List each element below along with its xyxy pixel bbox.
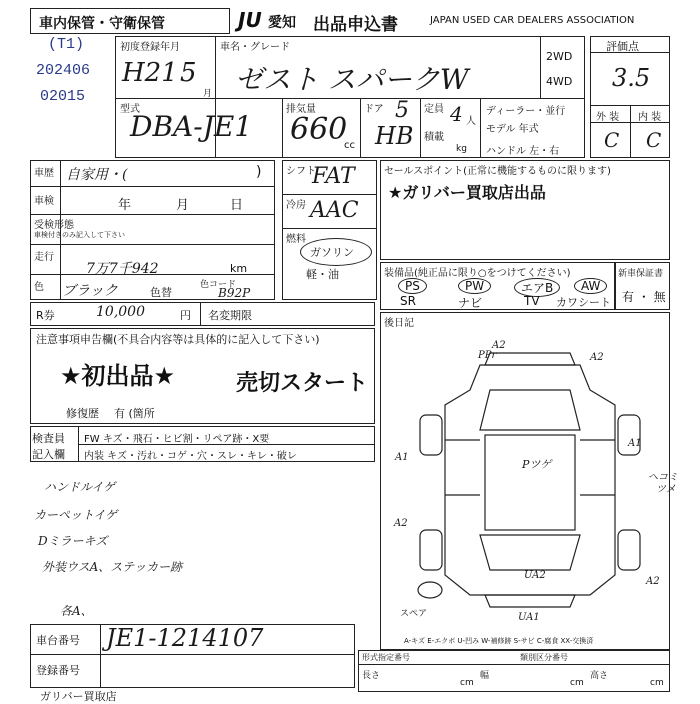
dmg-ppr: PPr (478, 350, 497, 361)
selling-points-value: ★ガリバー買取店出品 (388, 183, 546, 202)
fuel-diesel: 軽・油 (306, 268, 339, 281)
width-label: 幅 (480, 671, 490, 681)
org-name: 愛知 (268, 15, 296, 31)
height-label: 高さ (590, 671, 609, 681)
warranty-options: 有 ・ 無 (622, 290, 666, 304)
association-name: JAPAN USED CAR DEALERS ASSOCIATION (430, 15, 635, 26)
first-listing: ★初出品★ (60, 362, 176, 390)
weight-label: 積載 (424, 132, 444, 143)
dmg-a1-left: A1 (395, 452, 409, 463)
selling-points-label: セールスポイント(正常に機能するものに限ります) (384, 166, 611, 177)
drive-2wd: 2WD (546, 50, 573, 63)
model-year-label: モデル 年式 (486, 124, 539, 135)
history-close: ) (256, 164, 262, 180)
dmg-hekomi: ヘコミ (648, 472, 678, 483)
capacity-label: 定員 (424, 104, 444, 115)
remarks-area (30, 464, 375, 620)
equipment-label: 装備品(純正品に限り○をつけてください) (384, 268, 571, 279)
receipt-note: 車検付きのみ記入して下さい (34, 231, 125, 239)
history-label: 車歴 (34, 168, 54, 179)
interior-label: 内 装 (638, 112, 662, 123)
spare-label: スペア (400, 609, 428, 619)
car-diagram (400, 345, 660, 625)
storage-label: 車内保管・守衛保管 (39, 16, 165, 32)
mileage-unit: km (230, 262, 248, 275)
recycle-row (30, 302, 375, 326)
color-change: 色替 (150, 286, 172, 299)
width-unit: cm (570, 678, 584, 688)
doors-label: ドア (364, 104, 384, 115)
lot-line-3: 02015 (40, 88, 86, 105)
drive-4wd: 4WD (546, 75, 573, 88)
inspector-fw-row: FW キズ・飛石・ヒビ割・リペア跡・X要 (84, 434, 270, 445)
interior-grade: C (646, 128, 662, 152)
damage-legend: A-キズ E-エクボ U-凹み W-補修跡 S-サビ C-腐食 XX-交換済 (404, 637, 594, 645)
remark-2: カーペットイゲ (34, 508, 118, 522)
inspector-label-2: 記入欄 (32, 448, 65, 461)
displacement-unit: cc (344, 140, 355, 151)
inspection-label: 車検 (34, 196, 54, 207)
mileage-value: 7万7千942 (86, 261, 159, 277)
capacity-unit: 人 (466, 116, 476, 127)
equip-sr: SR (400, 294, 416, 308)
storage-header (30, 8, 230, 34)
notes-label: 注意事項申告欄(不具合内容等は具体的に記入して下さい) (36, 333, 320, 346)
name-change-label: 名変期限 (208, 309, 252, 322)
first-reg-label: 初度登録年月 (120, 42, 180, 53)
history-value: 自家用・( (66, 167, 128, 183)
roof-note: Pツゲ (522, 458, 552, 471)
shift-label: シフト (286, 166, 316, 177)
dealer-label: ディーラー・並行 (486, 106, 566, 117)
remark-3: Dミラーキズ (38, 534, 108, 548)
color-code-label: 色コード (200, 280, 237, 290)
repair-label: 修復歴 (66, 407, 99, 420)
after-check-label: 後日記 (384, 318, 414, 329)
dmg-ua1: UA1 (518, 612, 540, 623)
handle-label: ハンドル 左・右 (486, 146, 560, 157)
recycle-label: R券 (36, 309, 55, 322)
color-label: 色 (34, 282, 44, 293)
lot-line-2: 202406 (36, 62, 91, 79)
body-value: HB (375, 122, 414, 150)
length-label: 長さ (362, 671, 381, 681)
doors-value: 5 (395, 98, 409, 123)
equip-airbag: エアB (514, 278, 560, 297)
equip-navi: ナビ (458, 296, 483, 310)
repair-value: 有 (箇所 (114, 407, 155, 420)
lot-line-1: (T1) (48, 36, 85, 53)
equip-leather: カワシート (556, 296, 611, 309)
equip-tv: TV (524, 294, 540, 308)
remark-1: ハンドルイゲ (44, 480, 116, 494)
equip-pw: PW (458, 278, 491, 294)
dmg-a2-bottom-right: A2 (646, 576, 660, 587)
form-title: 出品申込書 (313, 15, 398, 35)
displacement-label: 排気量 (286, 104, 316, 115)
recycle-unit: 円 (180, 309, 191, 322)
fuel-gas: ガソリン (310, 246, 354, 259)
inspection-year: 年 (118, 198, 132, 213)
exterior-grade: C (604, 128, 620, 152)
class-label: 類別区分番号 (520, 653, 568, 662)
reg-number-label: 登録番号 (36, 664, 80, 677)
dmg-tsume: ツメ (656, 484, 676, 495)
grade-value: 3.5 (612, 64, 651, 92)
ac-label: 冷房 (286, 200, 306, 211)
displacement-value: 660 (290, 112, 348, 147)
ac-value: AAC (310, 198, 359, 223)
chassis-label: 車台番号 (36, 634, 80, 647)
height-unit: cm (650, 678, 664, 688)
dmg-a1-right: A1 (628, 438, 642, 449)
inspection-day: 日 (230, 198, 244, 213)
equip-ps: PS (398, 278, 427, 294)
model-label: 型式 (120, 104, 140, 115)
mileage-label: 走行 (34, 252, 54, 263)
warranty-label: 新車保証書 (618, 269, 664, 279)
weight-unit: kg (456, 144, 467, 154)
receipt-label: 受検形態 (34, 220, 74, 231)
fuel-label: 燃料 (286, 234, 306, 245)
ju-logo: JU (238, 8, 262, 32)
month-unit: 月 (203, 89, 213, 99)
inspection-month: 月 (176, 198, 190, 213)
inspector-interior-row: 内装 キズ・汚れ・コゲ・穴・スレ・キレ・破レ (84, 451, 297, 462)
dmg-a2-top-left: A2 (492, 340, 506, 351)
shift-value: FAT (312, 164, 355, 189)
dmg-a2-left: A2 (394, 518, 408, 529)
sell-start: 売切スタート (236, 371, 369, 396)
exterior-label: 外 装 (596, 112, 620, 123)
capacity-value: 4 (450, 102, 463, 126)
cert-label: 形式指定番号 (362, 653, 410, 662)
color-code-value: B92P (218, 286, 251, 300)
dmg-ua2: UA2 (524, 570, 546, 581)
remark-5: 各A、 (60, 604, 93, 618)
grade-label: 評価点 (606, 40, 639, 53)
color-value: ブラック (62, 283, 118, 299)
recycle-value: 10,000 (96, 304, 145, 320)
chassis-value: JE1-1214107 (106, 624, 264, 652)
era-year: H21 (122, 58, 178, 88)
length-unit: cm (460, 678, 474, 688)
shop-name: ガリバー買取店 (40, 690, 117, 703)
name-label: 車名・グレード (220, 42, 290, 53)
dmg-a2-top-right: A2 (590, 352, 604, 363)
inspector-label-1: 検査員 (32, 432, 65, 445)
model-value: DBA-JE1 (130, 110, 253, 143)
remark-4: 外装ウスA、ステッカー跡 (42, 560, 183, 574)
equip-aw: AW (574, 278, 607, 294)
reg-month: 5 (180, 58, 197, 88)
name-value: ゼスト スパークW (235, 63, 469, 96)
